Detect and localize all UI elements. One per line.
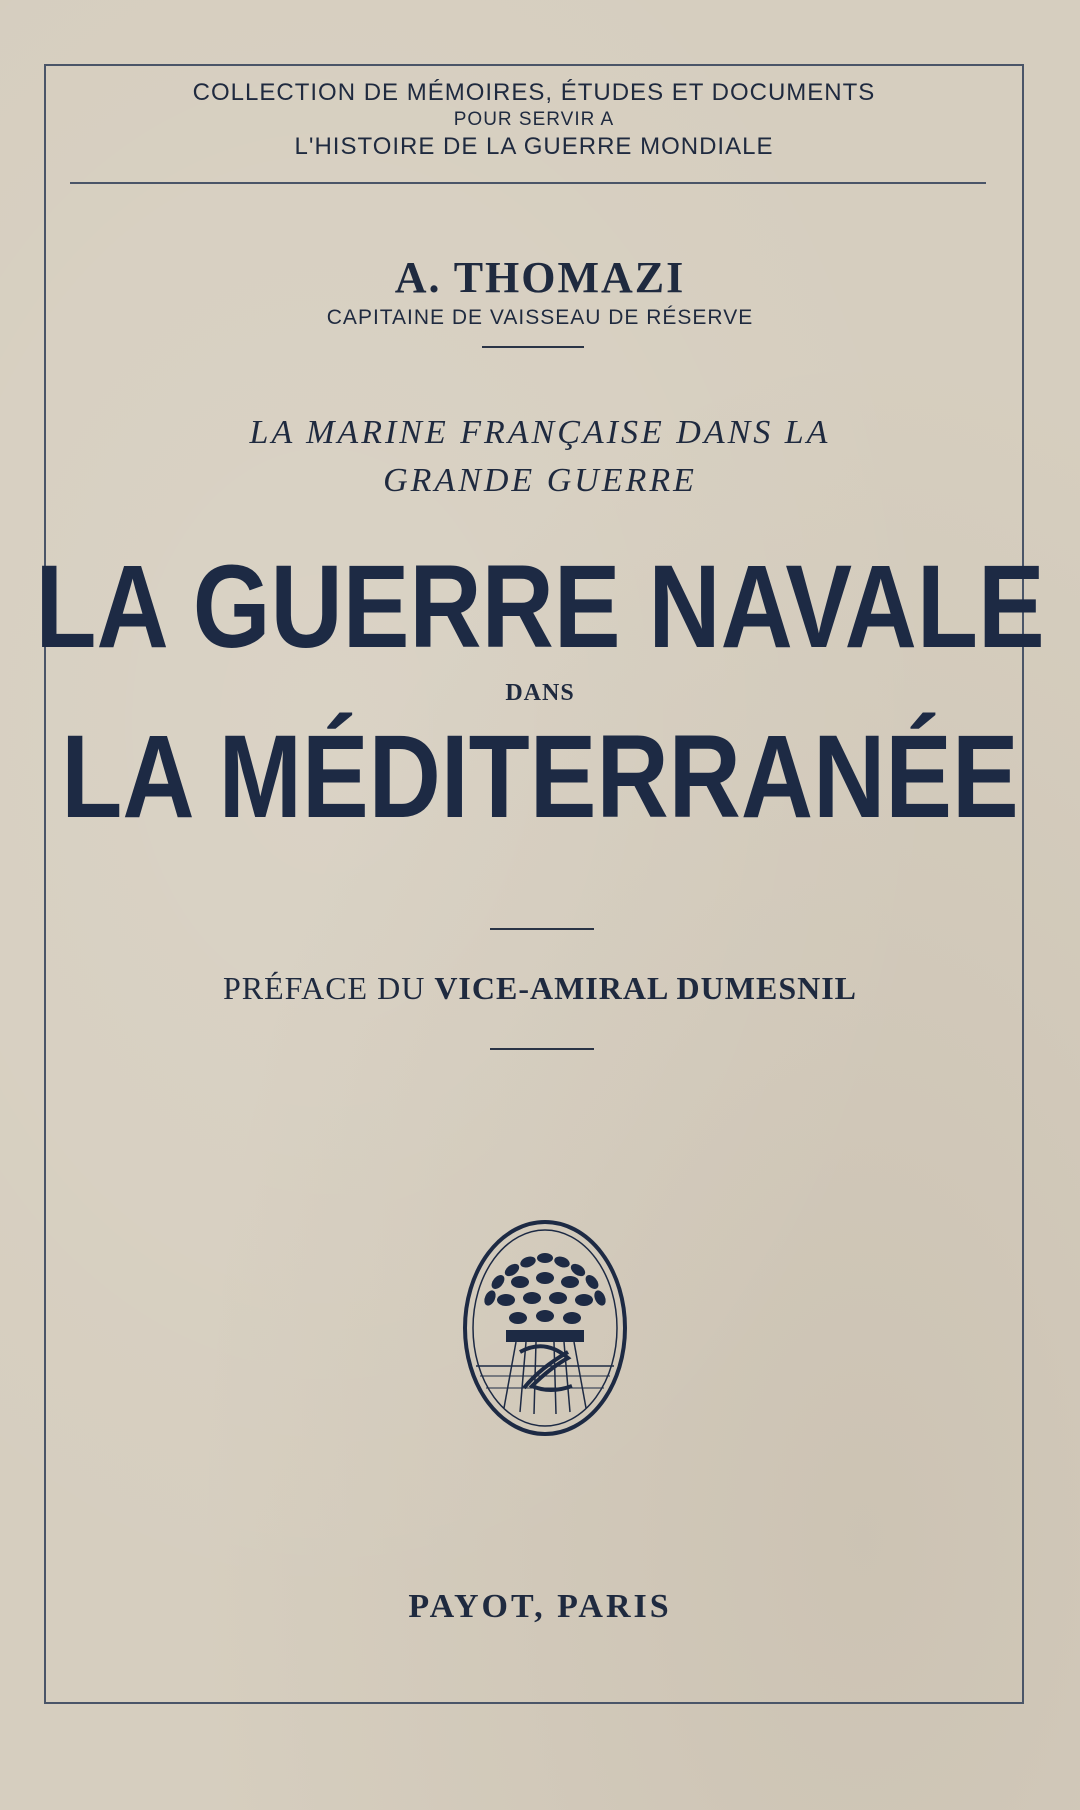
collection-line-1: COLLECTION DE MÉMOIRES, ÉTUDES ET DOCUMENTS: [192, 79, 876, 106]
main-title-connector: DANS: [505, 680, 575, 706]
collection-line-3: L'HISTOIRE DE LA GUERRE MONDIALE: [294, 133, 774, 160]
author-divider: [482, 346, 584, 348]
series-title-line-1: LA MARINE FRANÇAISE DANS LA: [249, 414, 831, 451]
header-divider: [70, 182, 986, 184]
main-title-line-1: LA GUERRE NAVALE: [35, 540, 1045, 674]
wheat-sheaf-emblem-icon: [460, 1218, 630, 1438]
author-name: A. THOMAZI: [394, 253, 686, 302]
collection-header: [44, 78, 1024, 162]
author-rank: CAPITAINE DE VAISSEAU DE RÉSERVE: [326, 306, 754, 329]
main-title-line-2: LA MÉDITERRANÉE: [61, 710, 1019, 844]
preface-credit: [0, 970, 1080, 1007]
preface-author: VICE-AMIRAL DUMESNIL: [434, 970, 858, 1006]
preface-divider: [490, 1048, 594, 1050]
series-title-line-2: GRANDE GUERRE: [383, 462, 697, 499]
preface-prefix: PRÉFACE DU: [222, 970, 426, 1006]
publisher-imprint: PAYOT, PARIS: [408, 1588, 672, 1625]
title-divider: [490, 928, 594, 930]
collection-line-2: POUR SERVIR A: [453, 109, 615, 130]
